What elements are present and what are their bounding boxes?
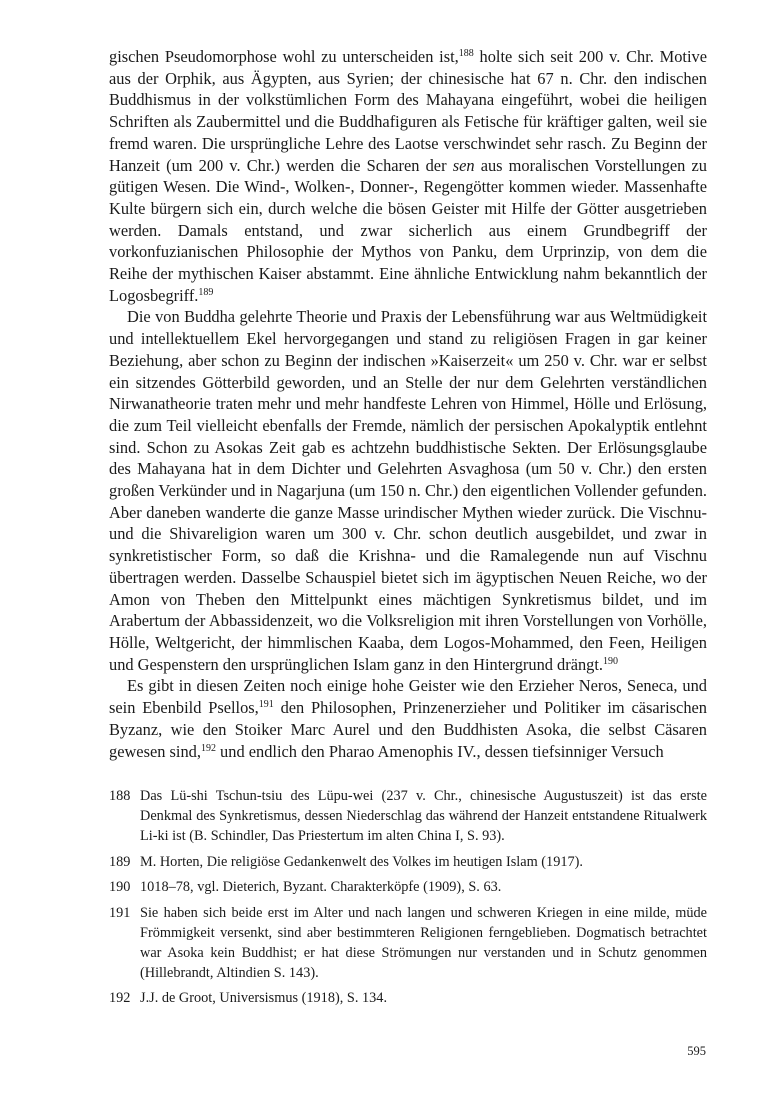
footnote-ref: 191: [258, 699, 274, 711]
paragraph-2: [109, 306, 707, 675]
text-run: holte sich seit 200 v. Chr. Motive aus der Orphik, aus Ägypten, aus Syrien; der chinesische hat 67 n. Chr. den indischen Buddhismus in der volkstümlichen Form des Mahayana eingeführt, wobei die heiligen Schriften als Zaubermittel und die Buddhafiguren als Fetische für kräftiger galten, weil sie fremd waren. Die ursprüngliche Lehre des Laotse verschwindet sehr rasch. Zu Beginn der Hanzeit (um 200 v. Chr.) werden die Scharen der: [109, 47, 707, 175]
footnote-ref: 189: [198, 286, 214, 298]
footnote-text: 1018–78, vgl. Dieterich, Byzant. Charakterköpfe (1909), S. 63.: [140, 879, 502, 896]
footnote-ref: 190: [603, 655, 619, 667]
page-number: 595: [687, 1044, 706, 1058]
footnote-189: [109, 853, 707, 873]
text-run: Die von Buddha gelehrte Theorie und Praxis der Lebensführung war aus Weltmüdigkeit und intellektuellem Ekel hervorgegangen und stand zu religiösen Fragen in gar keiner Beziehung, aber schon zu Beginn der indischen »Kaiserzeit« um 250 v. Chr. war er selbst ein sitzendes Götterbild geworden, und an Stelle der nur dem Gelehrten verständlichen Nirwanatheorie traten mehr und mehr handfeste Lehren von Himmel, Hölle und Erlösung, die zum Teil vielleicht ebenfalls der Fremde, nämlich der persischen Apokalyptik entlehnt sind. Schon zu Asokas Zeit gab es achtzehn buddhistische Sekten. Der Erlösungsglaube des Mahayana hat in dem Dichter und Gelehrten Asvaghosa (um 50 v. Chr.) den ersten großen Verkünder und in Nagarjuna (um 150 n. Chr.) den eigentlichen Vollender gefunden. Aber daneben wanderte die ganze Masse urindischer Mythen wieder zurück. Die Vischnu- und die Shivareligion waren um 300 v. Chr. schon deutlich ausgebildet, und zwar in synkretistischer Form, so daß die Krishna- und die Ramalegende nun auf Vischnu übertragen werden. Dasselbe Schauspiel bietet sich im ägyptischen Neuen Reiche, wo der Amon von Theben den Mittelpunkt eines mächtigen Synkretismus bildet, und im Arabertum der Abbassidenzeit, wo die Volksreligion mit ihren Vorstellungen von Vorhölle, Hölle, Weltgericht, der himmlischen Kaaba, dem Logos-Mohammed, den Feen, Heiligen und Gespenstern den ursprünglichen Islam ganz in den Hintergrund drängt.: [109, 307, 707, 674]
footnote-text: Sie haben sich beide erst im Alter und nach langen und schweren Kriegen in eine milde, müde Frömmigkeit versenkt, sind aber bestimmteren Religionen ferngeblieben. Dogmatisch betrachtet war Asoka kein Buddhist; er hat diese Strömungen nur verstanden und in Schutz genommen (Hillebrandt, Altindien S. 143).: [140, 905, 707, 981]
footnote-188: [109, 787, 707, 846]
footnote-text: Das Lü-shi Tschun-tsiu des Lüpu-wei (237 v. Chr., chinesische Augustuszeit) ist das erste Denkmal des Synkretismus, dessen Niederschlag das während der Hanzeit entstandene Ritualwerk Li-ki ist (B. Schindler, Das Priestertum im alten China I, S. 93).: [140, 788, 707, 844]
text-run: den Philosophen, Prinzenerzieher und Politiker im cäsarischen Byzanz, wie den Stoiker Marc Aurel und den Buddhisten Asoka, die selbst Cäsaren gewesen sind,: [109, 698, 707, 761]
footnotes: [109, 787, 707, 1009]
text-run: aus moralischen Vorstellungen zu gütigen Wesen. Die Wind-, Wolken-, Donner-, Regengötter kommen wieder. Massenhafte Kulte bürgern sich ein, durch welche die bösen Geister mit Hilfe der Götter ausgetrieben werden. Damals entstand, und zwar sicherlich aus einem Grundbegriff der vorkonfuzianischen Philosophie der Mythos von Panku, dem Urprinzip, von dem die Reihe der mythischen Kaiser abstammt. Eine ähnliche Entwicklung nahm bekanntlich der Logosbegriff.: [109, 155, 707, 305]
text-run: gischen Pseudomorphose wohl zu unterscheiden ist,: [109, 47, 459, 66]
footnote-text: J.J. de Groot, Universismus (1918), S. 134.: [140, 990, 388, 1007]
text-run: und endlich den Pharao Amenophis IV., dessen tiefsinniger Versuch: [215, 741, 664, 761]
footnote-number: 188: [109, 788, 131, 805]
body-text: [109, 46, 707, 762]
emphasis-text: sen: [452, 155, 475, 175]
footnote-190: [109, 878, 707, 898]
footnote-number: 192: [109, 990, 131, 1007]
paragraph-3: [109, 675, 707, 762]
page: [109, 46, 707, 1015]
footnote-text: M. Horten, Die religiöse Gedankenwelt des Volkes im heutigen Islam (1917).: [140, 853, 583, 870]
footnote-191: [109, 904, 707, 983]
footnote-ref: 188: [458, 48, 474, 59]
footnote-ref: 192: [200, 742, 216, 754]
footnote-number: 189: [109, 853, 131, 870]
footnote-number: 190: [109, 879, 131, 896]
paragraph-1: [109, 46, 707, 306]
footnote-192: [109, 989, 707, 1009]
text-run: Es gibt in diesen Zeiten noch einige hohe Geister wie den Erzieher Neros, Seneca, und sein Ebenbild Psellos,: [109, 676, 707, 718]
footnote-number: 191: [109, 905, 131, 922]
